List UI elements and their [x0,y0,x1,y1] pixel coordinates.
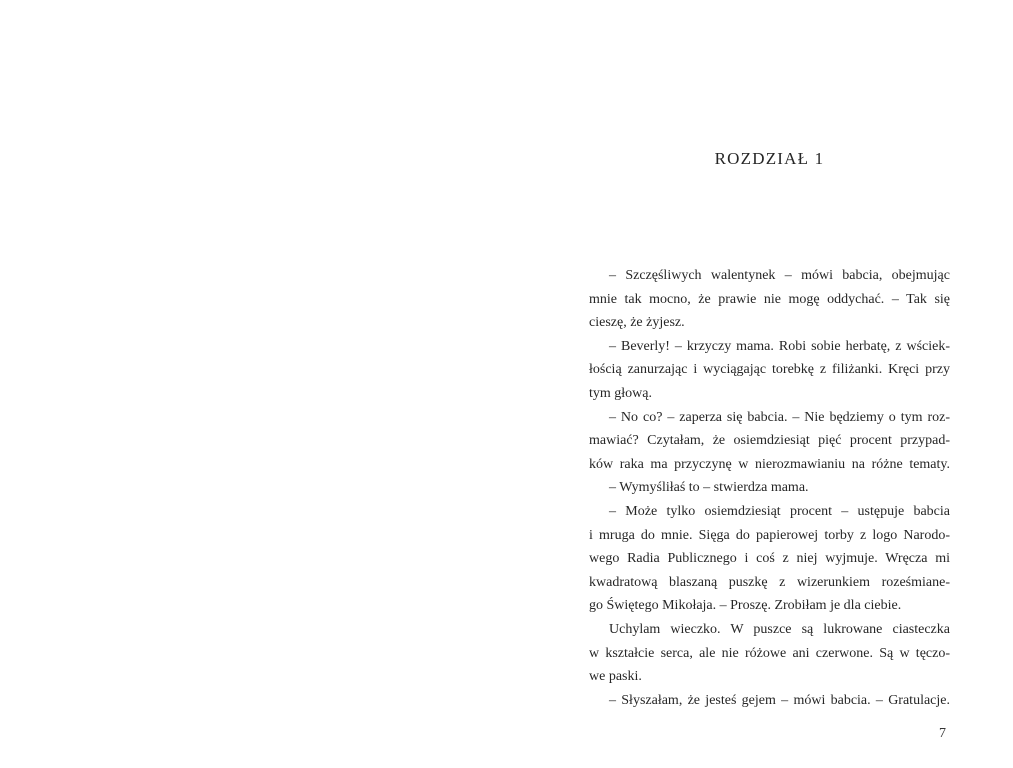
chapter-heading: ROZDZIAŁ 1 [714,149,825,168]
text-line: wego Radia Publicznego i coś z niej wyjmuje. Wręcza mi [589,551,950,567]
body-text [589,264,950,712]
text-line: tym głową. [589,385,652,401]
text-line: Uchylam wieczko. W puszce są lukrowane ciasteczka [609,621,950,637]
text-line: – No co? – zaperza się babcia. – Nie będziemy o tym roz- [609,409,950,425]
text-line: – Wymyśliłaś to – stwierdza mama. [609,480,809,496]
text-line: łością zanurzając i wyciągając torebkę z filiżanki. Kręci przy [589,362,950,378]
text-line: mnie tak mocno, że prawie nie mogę oddychać. – Tak się [589,291,950,307]
left-page-blank [0,0,506,768]
text-line: w kształcie serca, ale nie różowe ani czerwone. Są w tęczo- [589,645,950,661]
text-line: i mruga do mnie. Sięga do papierowej torby z logo Narodo- [589,527,950,543]
page-number: 7 [939,726,946,741]
text-line: we paski. [589,669,642,685]
text-line: – Szczęśliwych walentynek – mówi babcia, obejmując [609,268,950,283]
text-line: cieszę, że żyjesz. [589,315,685,331]
text-line: – Beverly! – krzyczy mama. Robi sobie herbatę, z wściek- [609,338,950,354]
text-line: go Świętego Mikołaja. – Proszę. Zrobiłam je dla ciebie. [589,598,902,614]
text-line: – Słyszałam, że jesteś gejem – mówi babcia. – Gratulacje. [609,692,950,708]
text-line: kwadratową blaszaną puszkę z wizerunkiem roześmiane- [589,574,950,590]
text-line: ków raka ma przyczynę w nierozmawianiu na różne tematy. [589,456,950,472]
text-line: mawiać? Czytałam, że osiemdziesiąt pięć procent przypad- [589,433,950,449]
text-line: – Może tylko osiemdziesiąt procent – ustępuje babcia [609,503,950,519]
right-page [506,0,1013,768]
